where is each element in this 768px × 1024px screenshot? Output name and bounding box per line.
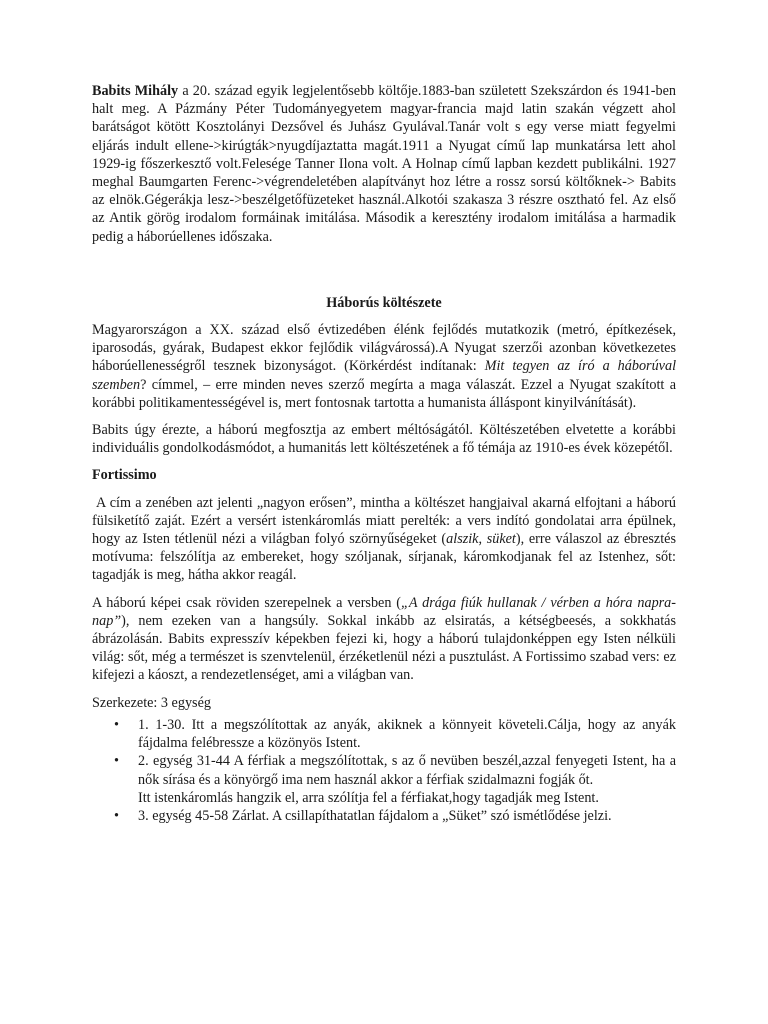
list-item-text: 3. egység 45-58 Zárlat. A csillapíthatatlan fájdalom a „Süket” szó ismétlődése jelzi. (138, 807, 612, 824)
poem-p1-text-a: A cím a zenében azt jelenti „nagyon erősen”, mintha a költészet hangjaival akarná elfojtani a háború fülsiketítő zaját. Ezért a versért istenkáromlás miatt perelték: a vers indító gondolatai arra épülnek, hogy az Isten tétlenül nézi a világban folyó szörnyűségeket ( (92, 494, 676, 548)
poem-title: Fortissimo (92, 467, 157, 484)
section-paragraph-1 (92, 321, 676, 412)
poem-p1-text-b: ), erre válaszol az ébresztés motívuma: felszólítja az embereket, hogy szóljanak, sírjanak, káromkodjanak fel az Istenhez, sőt: tagadják is meg, hátha akkor reagál. (92, 531, 676, 584)
section-paragraph-2: Babits úgy érezte, a háború megfosztja az embert méltóságától. Költészetében elvetette a korábbi individuális gondolkodásmódot, a humanitás lett költészetének a fő témája az 1910-es évek közepétől. (92, 422, 676, 457)
poem-p2-text-a: A háború képei csak röviden szerepelnek a versben ( (92, 594, 402, 611)
poem-p1-italic-2: süket (486, 531, 516, 548)
section-p1-text-b: ? címmel, – erre minden neves szerző megírta a maga válaszát. Ezzel a Nyugat szakított a korábbi politikamentességével is, mert fontosnak tartotta a humanista álláspont kinyilvánítását). (92, 376, 676, 411)
list-item-text: 2. egység 31-44 A férfiak a megszólítottak, s az ő nevüben beszél,azzal fenyegeti Istent, ha a nők sírása és a könyörgő ima nem használ akkor a férfiak szidalmazni fogják őt. (138, 753, 676, 788)
bullet-icon: • (114, 716, 119, 733)
poem-paragraph-1 (92, 494, 676, 585)
structure-label: Szerkezete: 3 egység (92, 694, 211, 711)
section-heading: Háborús költészete (326, 294, 442, 311)
poem-p1-italic-1: alszik (446, 531, 479, 548)
section-p1-text-a: Magyarországon a XX. század első évtizedében élénk fejlődés mutatkozik (metró, építkezések, iparosodás, gyárak, Budapest ekkor fejlődik világvárossá).A Nyugat szerzői azonban következetes háborúellenességről tesznek bizonyságot. (Körkérdést indítanak: (92, 322, 676, 375)
intro-paragraph (92, 82, 676, 246)
intro-text: a 20. század egyik legjelentősebb költője.1883-ban született Szekszárdon és 1941-ben halt meg. A Pázmány Péter Tudományegyetem magyar-francia majd latin szakán végzett ahol barátságot kötött Kosztolányi Dezsővel és Juhász Gyulával.Tanár volt s egy verse miatt fegyelmi eljárás indult ellene->kirúgták>nyugdíjaztatta magát.1911 a Nyugat című lap munkatársa lett ahol 1929-ig főszerkesztő volt.Felesége Tanner Ilona volt. A Holnap című lapban kezdett publikálni. 1927 meghal Baumgarten Ferenc->végrendeletében alapítványt hoz létre a rossz sorsú költőknek-> Babits az elnök.Gégerákja lesz->beszélgetőfüzeteket használ.Alkotói szakasza 3 részre osztható fel. Az első az Antik görög irodalom formáinak imitálása. Második a keresztény irodalom imitálása a harmadik pedig a háborúellenes időszaka. (92, 83, 676, 245)
list-item (92, 752, 676, 807)
section-p1-italic: Mit tegyen az író a háborúval szemben (92, 358, 677, 393)
poem-p1-sep: , (478, 531, 487, 548)
author-name: Babits Mihály (92, 83, 179, 99)
bullet-icon: • (114, 753, 119, 770)
list-item (92, 807, 676, 825)
list-item (92, 716, 676, 752)
poem-p2-quote: „A drága fiúk hullanak / vérben a hóra napra-nap” (92, 594, 676, 629)
poem-p2-text-b: ), nem ezeken van a hangsúly. Sokkal inkább az elsiratás, a kétségbeesés, a sokkhatás ábrázolásán. Babits expresszív képekben fejezi ki, hogy a háború tulajdonképpen egy Isten nélküli világ: sőt, még a természet is szenvtelenül, érzéketlenül nézi a pusztulást. A Fortissimo szabad vers: ez kifejezi a káoszt, a rendezetlenséget, ami a világban van. (92, 612, 676, 684)
structure-list (92, 716, 676, 825)
list-item-continuation: Itt istenkáromlás hangzik el, arra szólítja fel a férfiakat,hogy tagadják meg Istent. (138, 789, 599, 806)
bullet-icon: • (114, 807, 119, 824)
poem-paragraph-2 (92, 594, 676, 685)
list-item-text: 1. 1-30. Itt a megszólítottak az anyák, akiknek a könnyeit követeli.Cálja, hogy az anyák fájdalma felébressze a közönyös Istent. (138, 716, 676, 752)
